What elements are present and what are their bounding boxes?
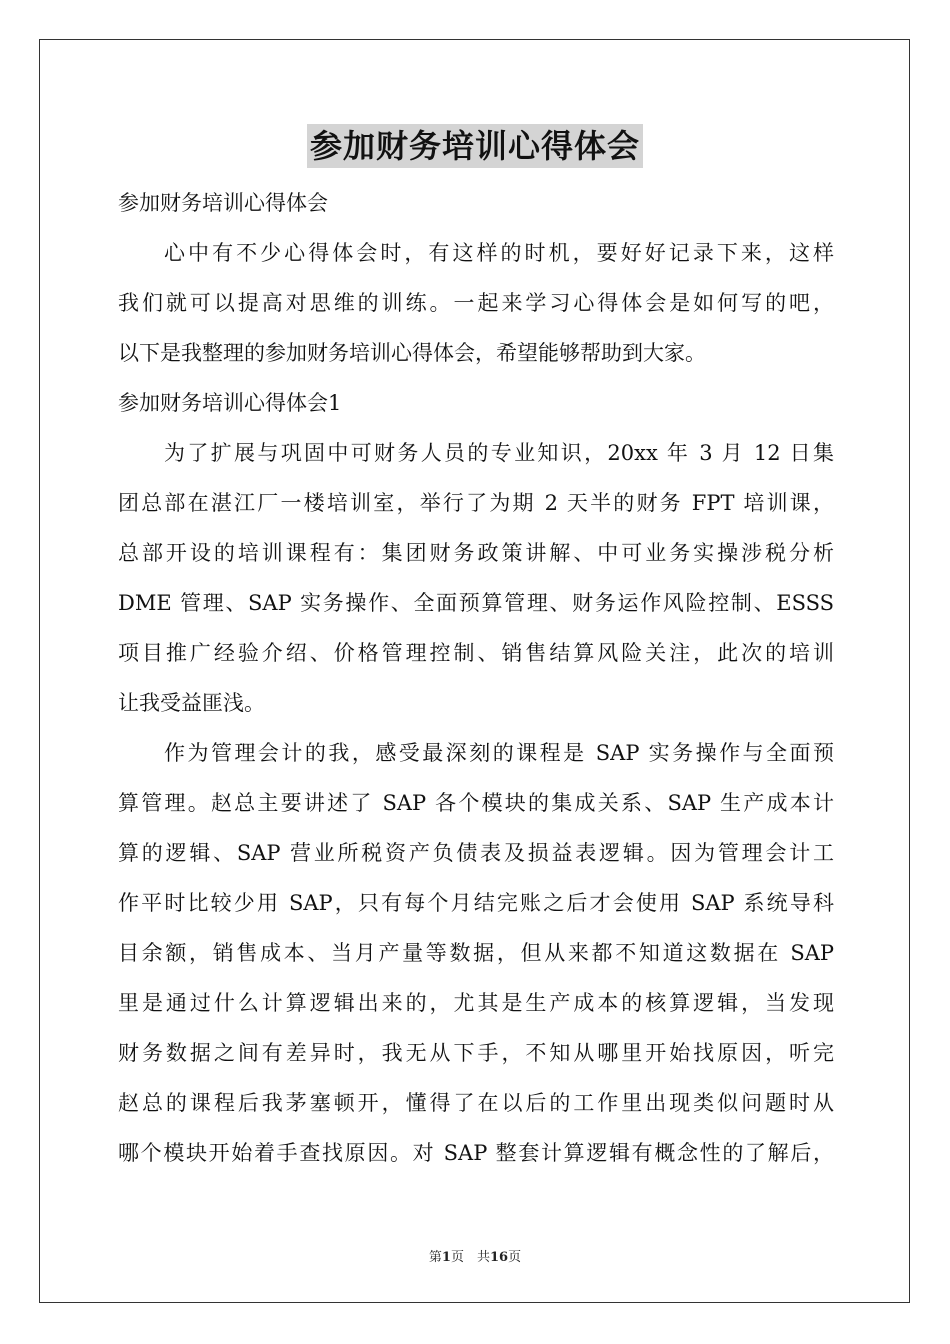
paragraph1-line: 总部开设的培训课程有：集团财务政策讲解、中可业务实操涉税分析: [118, 541, 834, 565]
paragraph1-line: 为了扩展与巩固中可财务人员的专业知识，20xx 年 3 月 12 日集: [164, 441, 834, 465]
paragraph2-line: 作平时比较少用 SAP，只有每个月结完账之后才会使用 SAP 系统导科: [118, 891, 834, 915]
paragraph1-line: 团总部在湛江厂一楼培训室，举行了为期 2 天半的财务 FPT 培训课，: [118, 491, 834, 515]
page-mid: 页 共: [450, 1250, 490, 1265]
paragraph2-line: 赵总的课程后我茅塞顿开，懂得了在以后的工作里出现类似问题时从: [118, 1091, 834, 1115]
paragraph1-line: 项目推广经验介绍、价格管理控制、销售结算风险关注，此次的培训: [118, 641, 834, 665]
section-heading: 参加财务培训心得体会1: [118, 391, 342, 415]
paragraph1-line: 让我受益匪浅。: [118, 691, 265, 715]
document-title: 参加财务培训心得体会: [307, 124, 643, 168]
title-wrap: [0, 124, 950, 168]
intro-line: 我们就可以提高对思维的训练。一起来学习心得体会是如何写的吧，: [118, 291, 834, 315]
paragraph2-line: 作为管理会计的我，感受最深刻的课程是 SAP 实务操作与全面预: [164, 741, 834, 765]
paragraph2-line: 算的逻辑、SAP 营业所税资产负债表及损益表逻辑。因为管理会计工: [118, 841, 834, 865]
total-page-number: 16: [489, 1250, 509, 1265]
paragraph2-line: 哪个模块开始着手查找原因。对 SAP 整套计算逻辑有概念性的了解后，: [118, 1141, 834, 1165]
intro-line: 以下是我整理的参加财务培训心得体会，希望能够帮助到大家。: [118, 341, 706, 365]
intro-line: 心中有不少心得体会时，有这样的时机，要好好记录下来，这样: [164, 241, 834, 265]
document-body: [118, 178, 834, 1178]
page-footer: [0, 1246, 950, 1265]
paragraph2-line: 目余额，销售成本、当月产量等数据，但从来都不知道这数据在 SAP: [118, 941, 834, 965]
page-prefix: 第: [428, 1250, 442, 1265]
paragraph2-line: 里是通过什么计算逻辑出来的，尤其是生产成本的核算逻辑，当发现: [118, 991, 834, 1015]
document-subtitle: 参加财务培训心得体会: [118, 191, 328, 215]
paragraph2-line: 财务数据之间有差异时，我无从下手，不知从哪里开始找原因，听完: [118, 1041, 834, 1065]
page-suffix: 页: [508, 1250, 522, 1265]
paragraph2-line: 算管理。赵总主要讲述了 SAP 各个模块的集成关系、SAP 生产成本计: [118, 791, 834, 815]
current-page-number: 1: [441, 1250, 451, 1265]
paragraph1-line: DME 管理、SAP 实务操作、全面预算管理、财务运作风险控制、ESSS: [118, 591, 834, 615]
